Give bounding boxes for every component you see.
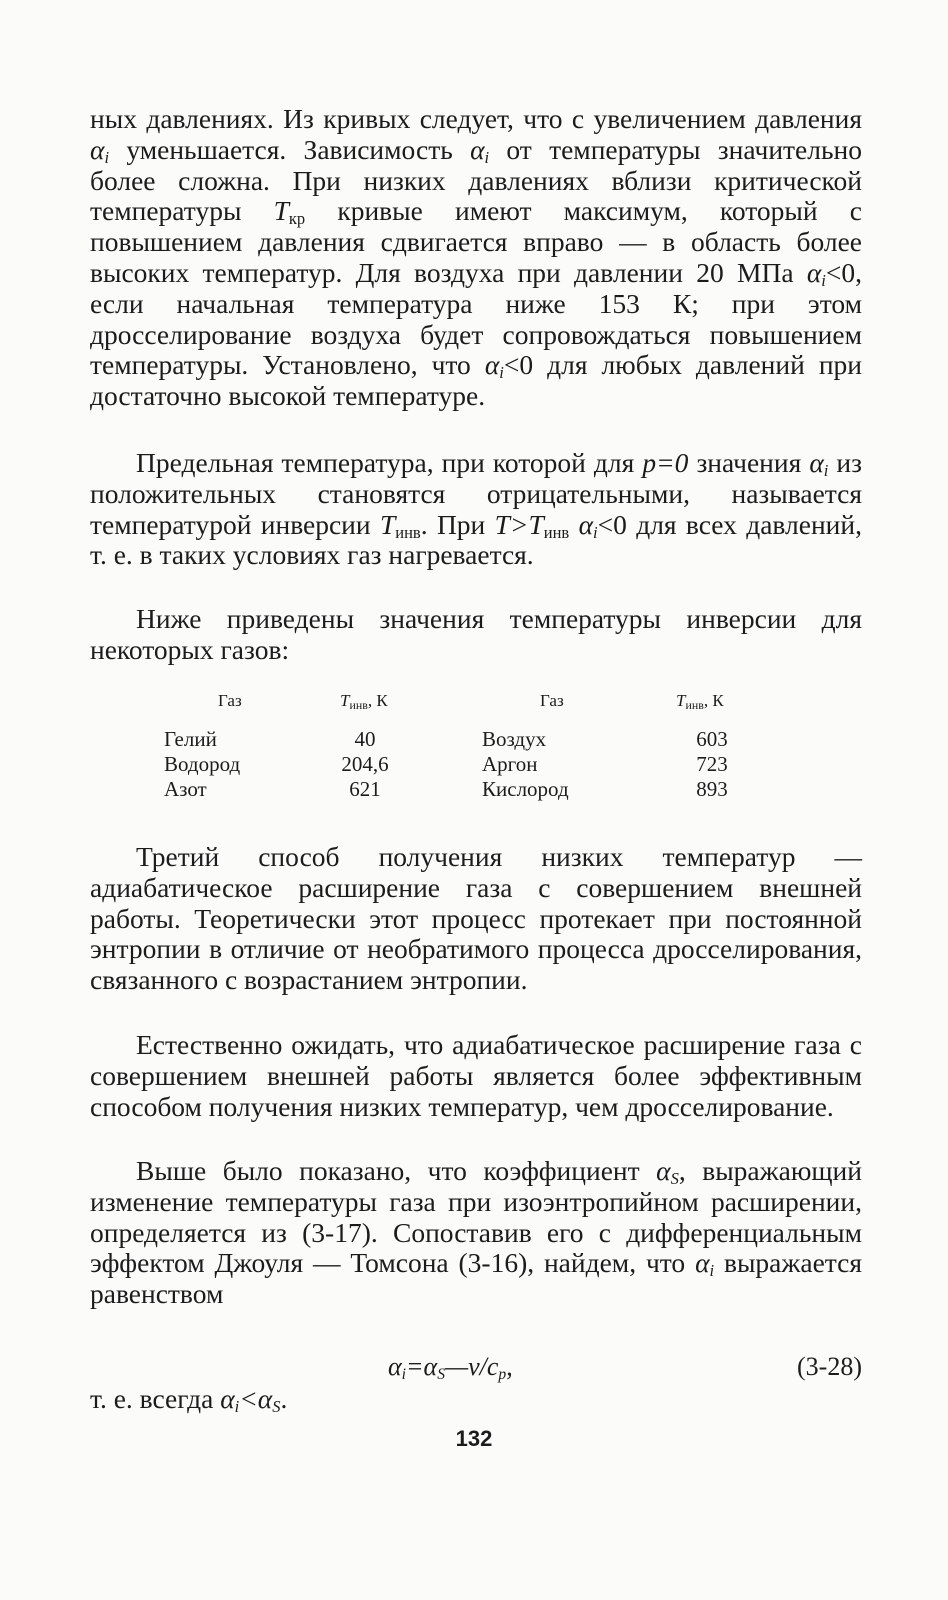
table-cell-gas: Воздух [482,727,547,751]
table-cell-gas: Аргон [482,752,538,776]
table-header-temp-2: $T_{инв}$, К [676,691,724,712]
table-cell-gas: Азот [164,777,207,801]
paragraph-6: Выше было показано, что коэффициент $\alpha_S$, выражающий изменение температуры газа при изоэнтропийном расширении, определяется из (3-17). Сопоставив его с дифференциальным эффектом Джоуля — Томсона (3-16), найдем, что $\alpha_i$ выражается равенством [90,1155,862,1310]
table-header-temp-1: $T_{инв}$, К [340,691,388,712]
table-cell-temp: 621 [349,777,381,801]
table-cell-temp: 723 [696,752,728,776]
paragraph-2: Предельная температура, при которой для p=0 значения $\alpha_i$ из положительных становятся отрицательными, называется температурой инверсии $T_{инв}$. При $T>T_{инв}$ $\alpha_i<0$ для всех давлений, т. е. в таких условиях газ нагревается. [90,447,862,571]
paragraph-5: Естественно ожидать, что адиабатическое расширение газа с совершением внешней работы является более эффективным способом получения низких температур, чем дросселирование. [90,1029,862,1122]
table-cell-gas: Кислород [482,777,569,801]
table-cell-temp: 603 [696,727,728,751]
page-number: 132 [455,1426,493,1451]
closing-line: т. е. всегда $\alpha_i<\alpha_S$. [90,1383,288,1416]
table-cell-gas: Водород [164,752,241,776]
paragraph-4: Третий способ получения низких температур — адиабатическое расширение газа с совершением внешней работы. Теоретически этот процесс протекает при постоянной энтропии в отличие от необратимого процесса дросселирования, связанного с возрастанием энтропии. [90,841,862,996]
table-header-gas-1: Газ [218,691,242,710]
equation-number: (3-28) [797,1352,862,1381]
table-cell-temp: 893 [696,777,728,801]
equation-body: $\alpha_i=\alpha_S—v/c_p$, [388,1352,513,1383]
table-cell-temp: 204,6 [341,752,389,776]
table-header-gas-2: Газ [540,691,564,710]
paragraph-3: Ниже приведены значения температуры инверсии для некоторых газов: [90,603,862,665]
equation-3-28 [90,1352,862,1382]
table-cell-gas: Гелий [164,727,217,751]
paragraph-1: ных давлениях. Из кривых следует, что с увеличением давления $\alpha_i$ уменьшается. Зависимость $\alpha_i$ от температуры значительно более сложна. При низких давлениях вблизи критической температуры $T_{кр}$ кривые имеют максимум, который с повышением давления сдвигается вправо — в область более высоких температур. Для воздуха при давлении 20 МПа $\alpha_i<0$, если начальная температура ниже 153 К; при этом дросселирование воздуха будет сопровождаться повышением температуры. Установлено, что $\alpha_i<0$ для любых давлений при достаточно высокой температуре. [90,103,863,412]
table-cell-temp: 40 [354,727,376,751]
